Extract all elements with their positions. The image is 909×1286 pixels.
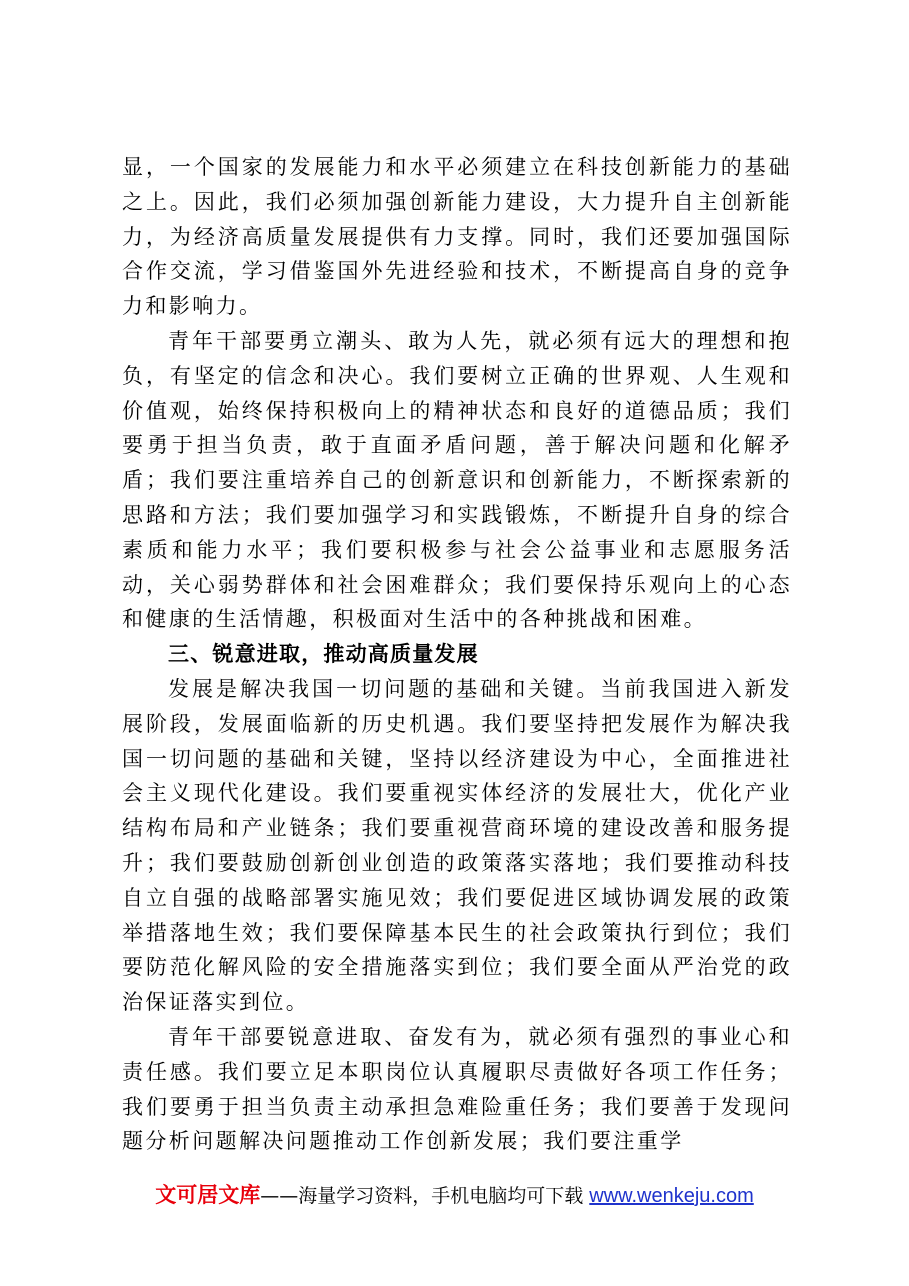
document-body bbox=[122, 150, 792, 1159]
paragraph-4: 青年干部要锐意进取、奋发有为，就必须有强烈的事业心和责任感。我们要立足本职岗位认真履职尽责做好各项工作任务；我们要勇于担当负责主动承担急难险重任务；我们要善于发现问题分析问题解决问题推动工作创新发展；我们要注重学 bbox=[122, 1024, 792, 1154]
paragraph-1: 显，一个国家的发展能力和水平必须建立在科技创新能力的基础之上。因此，我们必须加强创新能力建设，大力提升自主创新能力，为经济高质量发展提供有力支撑。同时，我们还要加强国际合作交流，学习借鉴国外先进经验和技术，不断提高自身的竞争力和影响力。 bbox=[122, 155, 792, 319]
section-heading: 三、锐意进取，推动高质量发展 bbox=[168, 642, 479, 667]
paragraph-2: 青年干部要勇立潮头、敢为人先，就必须有远大的理想和抱负，有坚定的信念和决心。我们要树立正确的世界观、人生观和价值观，始终保持积极向上的精神状态和良好的道德品质；我们要勇于担当负责，敢于直面矛盾问题，善于解决问题和化解矛盾；我们要注重培养自己的创新意识和创新能力，不断探索新的思路和方法；我们要加强学习和实践锻炼，不断提升自身的综合素质和能力水平；我们要积极参与社会公益事业和志愿服务活动，关心弱势群体和社会困难群众；我们要保持乐观向上的心态和健康的生活情趣，积极面对生活中的各种挑战和困难。 bbox=[122, 328, 792, 632]
paragraph-3: 发展是解决我国一切问题的基础和关键。当前我国进入新发展阶段，发展面临新的历史机遇。我们要坚持把发展作为解决我国一切问题的基础和关键，坚持以经济建设为中心，全面推进社会主义现代化建设。我们要重视实体经济的发展壮大，优化产业结构布局和产业链条；我们要重视营商环境的建设改善和服务提升；我们要鼓励创新创业创造的政策落实落地；我们要推动科技自立自强的战略部署实施见效；我们要促进区域协调发展的政策举措落地生效；我们要保障基本民生的社会政策执行到位；我们要防范化解风险的安全措施落实到位；我们要全面从严治党的政治保证落实到位。 bbox=[122, 676, 792, 1015]
footer-website-link[interactable]: www.wenkeju.com bbox=[589, 1185, 754, 1207]
footer-brand: 文可居文库 bbox=[155, 1183, 261, 1207]
footer-slogan: ——海量学习资料，手机电脑均可下载 bbox=[260, 1185, 584, 1207]
footer-banner bbox=[0, 1180, 909, 1211]
